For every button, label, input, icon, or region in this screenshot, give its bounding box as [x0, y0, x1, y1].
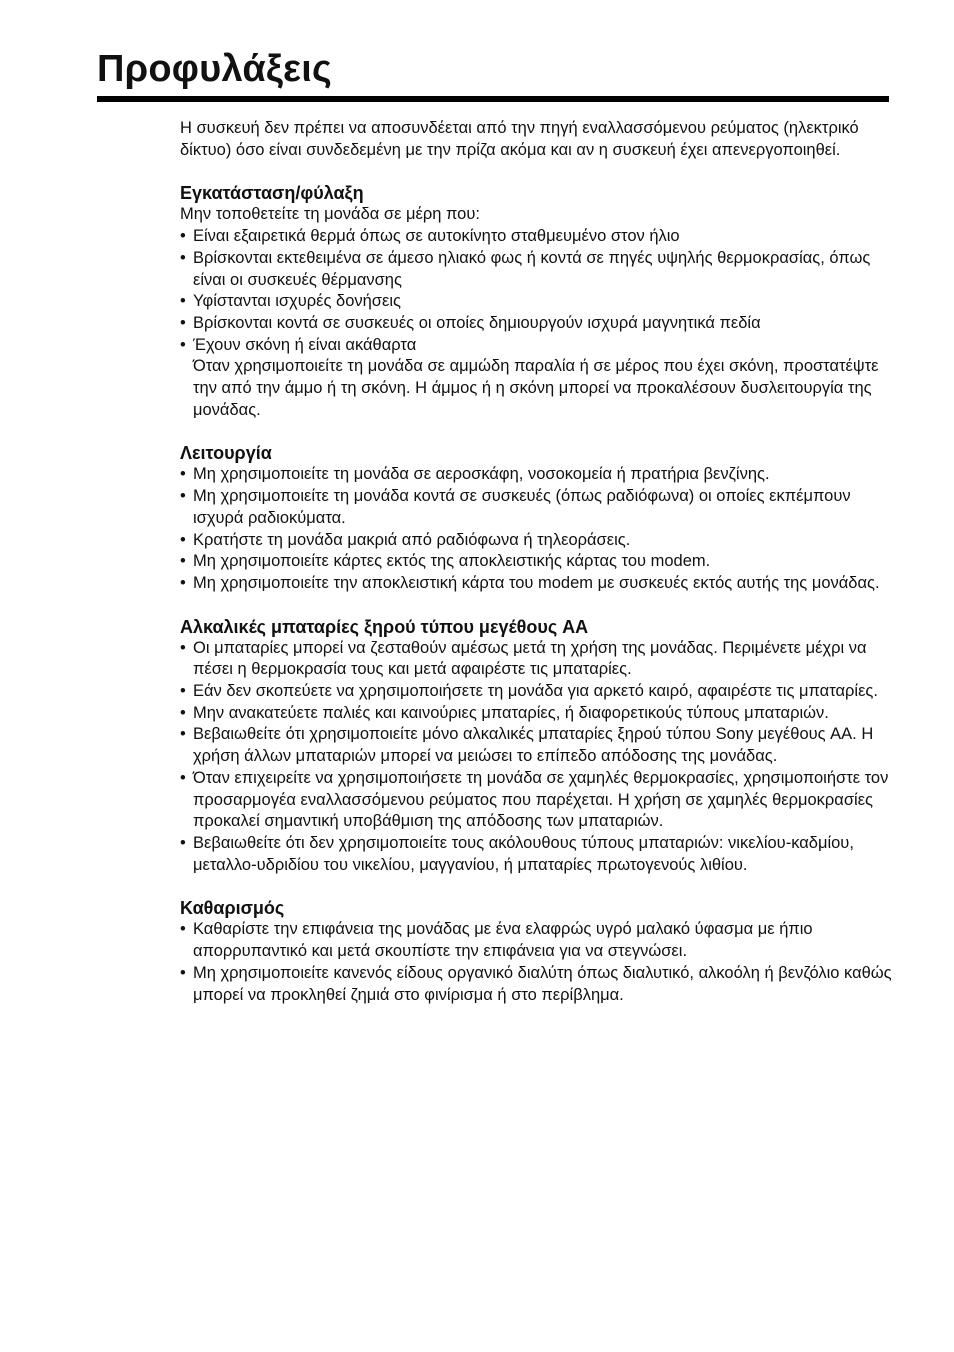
list-item: • Είναι εξαιρετικά θερμά όπως σε αυτοκίνητο σταθμευμένο στον ήλιο	[180, 226, 892, 248]
list-item: • Μη χρησιμοποιείτε κάρτες εκτός της αποκλειστικής κάρτας του modem.	[180, 551, 892, 573]
page-title: Προφυλάξεις	[97, 48, 332, 90]
section-batteries	[180, 616, 892, 877]
list-item-text: Έχουν σκόνη ή είναι ακάθαρτα	[193, 335, 417, 354]
section-cleaning	[180, 897, 892, 1006]
section-heading: Λειτουργία	[180, 443, 272, 464]
list-item-note: Όταν χρησιμοποιείτε τη μονάδα σε αμμώδη παραλία ή σε μέρος που έχει σκόνη, προστατέψτε την από την άμμο ή τη σκόνη. Η άμμος ή η σκόνη μπορεί να προκαλέσουν δυσλειτουργία της μονάδας.	[193, 357, 879, 419]
list-item: • Μη χρησιμοποιείτε τη μονάδα κοντά σε συσκευές (όπως ραδιόφωνα) οι οποίες εκπέμπουν ισχυρά ραδιοκύματα.	[180, 486, 892, 529]
list-item: • Μην ανακατεύετε παλιές και καινούριες μπαταρίες, ή διαφορετικούς τύπους μπαταριών.	[180, 703, 892, 725]
list-item: • Κρατήστε τη μονάδα μακριά από ραδιόφωνα ή τηλεοράσεις.	[180, 530, 892, 552]
document-body	[180, 118, 892, 1006]
list-item: • Μη χρησιμοποιείτε τη μονάδα σε αεροσκάφη, νοσοκομεία ή πρατήρια βενζίνης.	[180, 464, 892, 486]
section-heading: Αλκαλικές μπαταρίες ξηρού τύπου μεγέθους AA	[180, 616, 589, 637]
list-item: • Βεβαιωθείτε ότι χρησιμοποιείτε μόνο αλκαλικές μπαταρίες ξηρού τύπου Sony μεγέθους AA. Η χρήση άλλων μπαταριών μπορεί να μειώσει το επίπεδο απόδοσης της μονάδας.	[180, 724, 892, 767]
list-item: • Όταν επιχειρείτε να χρησιμοποιήσετε τη μονάδα σε χαμηλές θερμοκρασίες, χρησιμοποιήστε τον προσαρμογέα εναλλασσόμενου ρεύματος που παρέχεται. Η χρήση σε χαμηλές θερμοκρασίες προκαλεί σημαντική υποβάθμιση της απόδοσης των μπαταριών.	[180, 768, 892, 833]
title-rule	[97, 96, 889, 102]
list-item	[180, 335, 892, 422]
list-item: • Βεβαιωθείτε ότι δεν χρησιμοποιείτε τους ακόλουθους τύπους μπαταριών: νικελίου-καδμίου, μεταλλο-υδριδίου του νικελίου, μαγγανίου, ή μπαταρίες πρωτογενούς λιθίου.	[180, 833, 892, 876]
list-item: • Μη χρησιμοποιείτε κανενός είδους οργανικό διαλύτη όπως διαλυτικό, αλκοόλη ή βενζόλιο καθώς μπορεί να προκληθεί ζημιά στο φινίρισμα ή στο περίβλημα.	[180, 963, 892, 1006]
list-item: • Βρίσκονται εκτεθειμένα σε άμεσο ηλιακό φως ή κοντά σε πηγές υψηλής θερμοκρασίας, όπως είναι οι συσκευές θέρμανσης	[180, 248, 892, 291]
section-heading: Εγκατάσταση/φύλαξη	[180, 183, 364, 204]
list-item: • Οι μπαταρίες μπορεί να ζεσταθούν αμέσως μετά τη χρήση της μονάδας. Περιμένετε μέχρι να πέσει η θερμοκρασία τους και μετά αφαιρέστε τις μπαταρίες.	[180, 638, 892, 681]
section-operation	[180, 442, 892, 594]
list-item: • Υφίστανται ισχυρές δονήσεις	[180, 291, 892, 313]
bullet-list	[180, 226, 892, 421]
bullet-list	[180, 638, 892, 877]
list-item: • Βρίσκονται κοντά σε συσκευές οι οποίες δημιουργούν ισχυρά μαγνητικά πεδία	[180, 313, 892, 335]
bullet-list	[180, 464, 892, 594]
list-item: • Καθαρίστε την επιφάνεια της μονάδας με ένα ελαφρώς υγρό μαλακό ύφασμα με ήπιο απορρυπαντικό και μετά σκουπίστε την επιφάνεια για να στεγνώσει.	[180, 919, 892, 962]
section-lead: Μην τοποθετείτε τη μονάδα σε μέρη που:	[180, 205, 480, 224]
list-item: • Μη χρησιμοποιείτε την αποκλειστική κάρτα του modem με συσκευές εκτός αυτής της μονάδας.	[180, 573, 892, 595]
bullet-list	[180, 919, 892, 1006]
section-heading: Καθαρισμός	[180, 898, 285, 919]
intro-paragraph: Η συσκευή δεν πρέπει να αποσυνδέεται από την πηγή εναλλασσόμενου ρεύματος (ηλεκτρικό δίκτυο) όσο είναι συνδεδεμένη με την πρίζα ακόμα και αν η συσκευή έχει απενεργοποιηθεί.	[180, 119, 859, 159]
section-installation	[180, 182, 892, 421]
list-item: • Εάν δεν σκοπεύετε να χρησιμοποιήσετε τη μονάδα για αρκετό καιρό, αφαιρέστε τις μπαταρίες.	[180, 681, 892, 703]
